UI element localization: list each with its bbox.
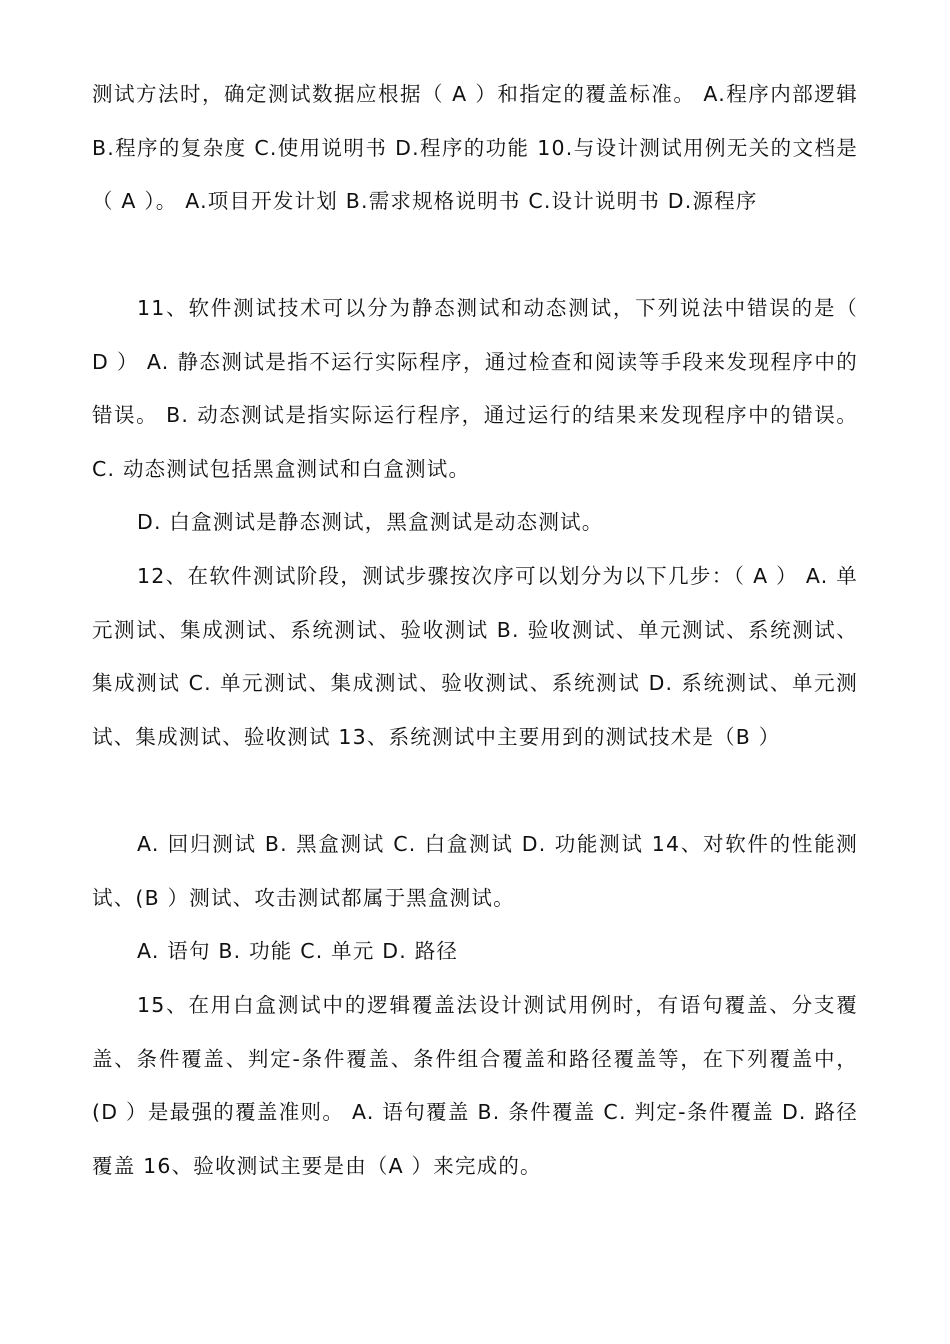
- paragraph-7: 15、在用白盒测试中的逻辑覆盖法设计测试用例时，有语句覆盖、分支覆盖、条件覆盖、判定-条件覆盖、条件组合覆盖和路径覆盖等，在下列覆盖中，(D ）是最强的覆盖准则。 A. 语句覆盖 B. 条件覆盖 C. 判定-条件覆盖 D. 路径覆盖 16、验收测试主要是由（A ）来完成的。: [92, 993, 858, 1178]
- paragraph-4: 12、在软件测试阶段，测试步骤按次序可以划分为以下几步：（ A ） A. 单元测试、集成测试、系统测试、验收测试 B. 验收测试、单元测试、系统测试、集成测试 C. 单元测试、集成测试、验收测试、系统测试 D. 系统测试、单元测试、集成测试、验收测试 13、系统测试中主要用到的测试技术是（B ）: [92, 564, 858, 749]
- paragraph-2: 11、软件测试技术可以分为静态测试和动态测试，下列说法中错误的是（ D ） A. 静态测试是指不运行实际程序，通过检查和阅读等手段来发现程序中的错误。 B. 动态测试是指实际运行程序，通过运行的结果来发现程序中的错误。 C. 动态测试包括黑盒测试和白盒测试。: [92, 296, 858, 481]
- paragraph-3: D. 白盒测试是静态测试，黑盒测试是动态测试。: [137, 510, 604, 534]
- paragraph-5: A. 回归测试 B. 黑盒测试 C. 白盒测试 D. 功能测试 14、对软件的性能测试、(B ）测试、攻击测试都属于黑盒测试。: [92, 832, 858, 910]
- paragraph-6: A. 语句 B. 功能 C. 单元 D. 路径: [137, 939, 459, 963]
- paragraph-1: 测试方法时，确定测试数据应根据（ A ）和指定的覆盖标准。 A.程序内部逻辑 B.程序的复杂度 C.使用说明书 D.程序的功能 10.与设计测试用例无关的文档是 （ A ）。 A.项目开发计划 B.需求规格说明书 C.设计说明书 D.源程序: [92, 82, 858, 213]
